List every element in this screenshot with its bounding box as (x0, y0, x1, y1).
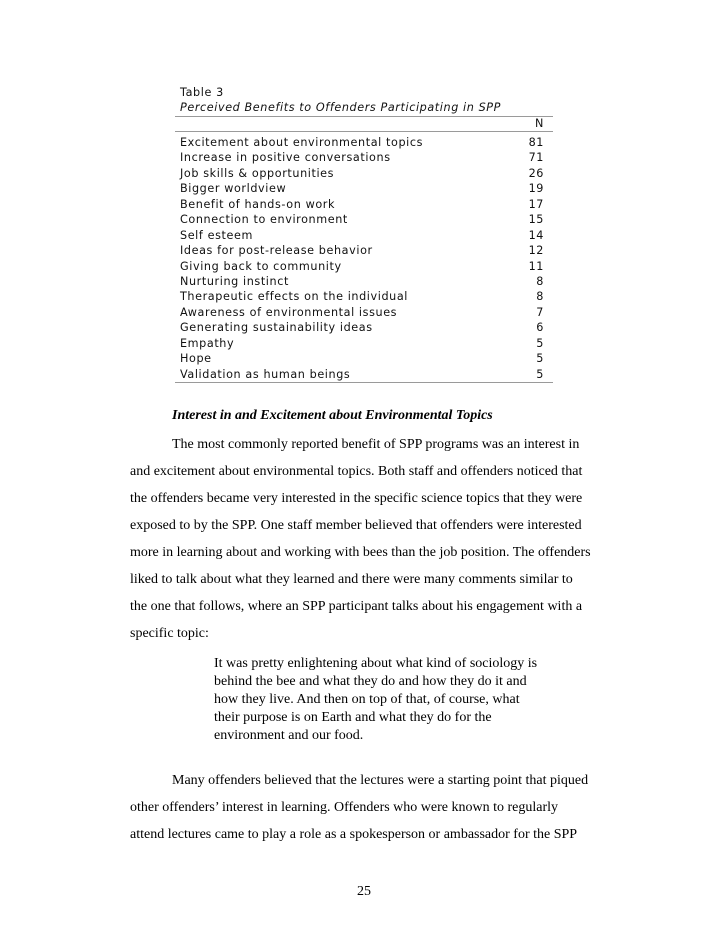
row-label: Therapeutic effects on the individual (180, 290, 409, 304)
text-line: attend lectures came to play a role as a spokesperson or ambassador for the SPP (130, 827, 578, 842)
row-count: 11 (528, 259, 544, 273)
quote-line: behind the bee and what they do and how they do it and (214, 674, 527, 689)
paragraph-2 (130, 767, 600, 848)
row-label: Increase in positive conversations (180, 151, 391, 165)
row-count: 15 (528, 213, 544, 227)
row-label: Giving back to community (180, 259, 342, 273)
quote-line: It was pretty enlightening about what kind of sociology is (214, 656, 538, 671)
row-count: 14 (528, 228, 544, 242)
row-label: Connection to environment (180, 213, 348, 227)
text-line: The most commonly reported benefit of SPP programs was an interest in (172, 437, 580, 452)
quote-line: how they live. And then on top of that, of course, what (214, 692, 520, 707)
table-row (175, 305, 553, 320)
row-count: 8 (536, 274, 544, 288)
table-body (175, 132, 553, 383)
text-line: the offenders became very interested in the specific science topics that they were (130, 491, 583, 506)
row-count: 19 (528, 182, 544, 196)
text-line: other offenders’ interest in learning. Offenders who were known to regularly (130, 800, 559, 815)
text-line: more in learning about and working with bees than the job position. The offenders (130, 545, 591, 560)
table-row (175, 274, 553, 289)
table-row (175, 320, 553, 335)
table-3 (175, 86, 553, 383)
row-count: 7 (536, 305, 544, 319)
table-row (175, 181, 553, 196)
row-count: 71 (528, 151, 544, 165)
quote-line: environment and our food. (214, 728, 364, 743)
paragraph-1 (130, 431, 600, 647)
text-line: specific topic: (130, 626, 209, 641)
text-line: liked to talk about what they learned and there were many comments similar to (130, 572, 573, 587)
section-heading: Interest in and Excitement about Environmental Topics (172, 408, 493, 423)
row-label: Empathy (180, 336, 235, 350)
row-label: Nurturing instinct (180, 274, 289, 288)
table-row (175, 336, 553, 351)
table-row (175, 351, 553, 366)
table-row (175, 259, 553, 274)
row-label: Benefit of hands-on work (180, 197, 336, 211)
block-quote (214, 655, 564, 745)
text-line: Many offenders believed that the lectures were a starting point that piqued (172, 773, 589, 788)
table-row (175, 367, 553, 382)
row-count: 8 (536, 290, 544, 304)
text-line: exposed to by the SPP. One staff member believed that offenders were interested (130, 518, 582, 533)
row-label: Generating sustainability ideas (180, 321, 373, 335)
row-label: Job skills & opportunities (180, 166, 335, 180)
table-title: Perceived Benefits to Offenders Participating in SPP (175, 100, 553, 117)
row-count: 5 (536, 336, 544, 350)
row-count: 12 (528, 244, 544, 258)
table-row (175, 212, 553, 227)
row-label: Excitement about environmental topics (180, 136, 424, 149)
table-row (175, 289, 553, 304)
row-count: 6 (536, 321, 544, 335)
table-row (175, 135, 553, 150)
row-count: 81 (528, 136, 544, 149)
table-row (175, 150, 553, 165)
row-count: 5 (536, 352, 544, 366)
row-count: 5 (536, 367, 544, 381)
row-count: 26 (528, 166, 544, 180)
text-line: and excitement about environmental topics. Both staff and offenders noticed that (130, 464, 583, 479)
row-label: Ideas for post-release behavior (180, 244, 373, 258)
table-row (175, 228, 553, 243)
page-number: 25 (357, 884, 371, 899)
row-label: Awareness of environmental issues (180, 305, 398, 319)
row-label: Hope (180, 352, 212, 366)
row-count: 17 (528, 197, 544, 211)
table-column-header: N (175, 117, 553, 132)
text-line: the one that follows, where an SPP participant talks about his engagement with a (130, 599, 583, 614)
table-row (175, 243, 553, 258)
row-label: Validation as human beings (180, 367, 351, 381)
table-row (175, 197, 553, 212)
quote-line: their purpose is on Earth and what they do for the (214, 710, 492, 725)
table-row (175, 166, 553, 181)
row-label: Self esteem (180, 228, 253, 242)
table-number: Table 3 (180, 86, 224, 99)
row-label: Bigger worldview (180, 182, 287, 196)
